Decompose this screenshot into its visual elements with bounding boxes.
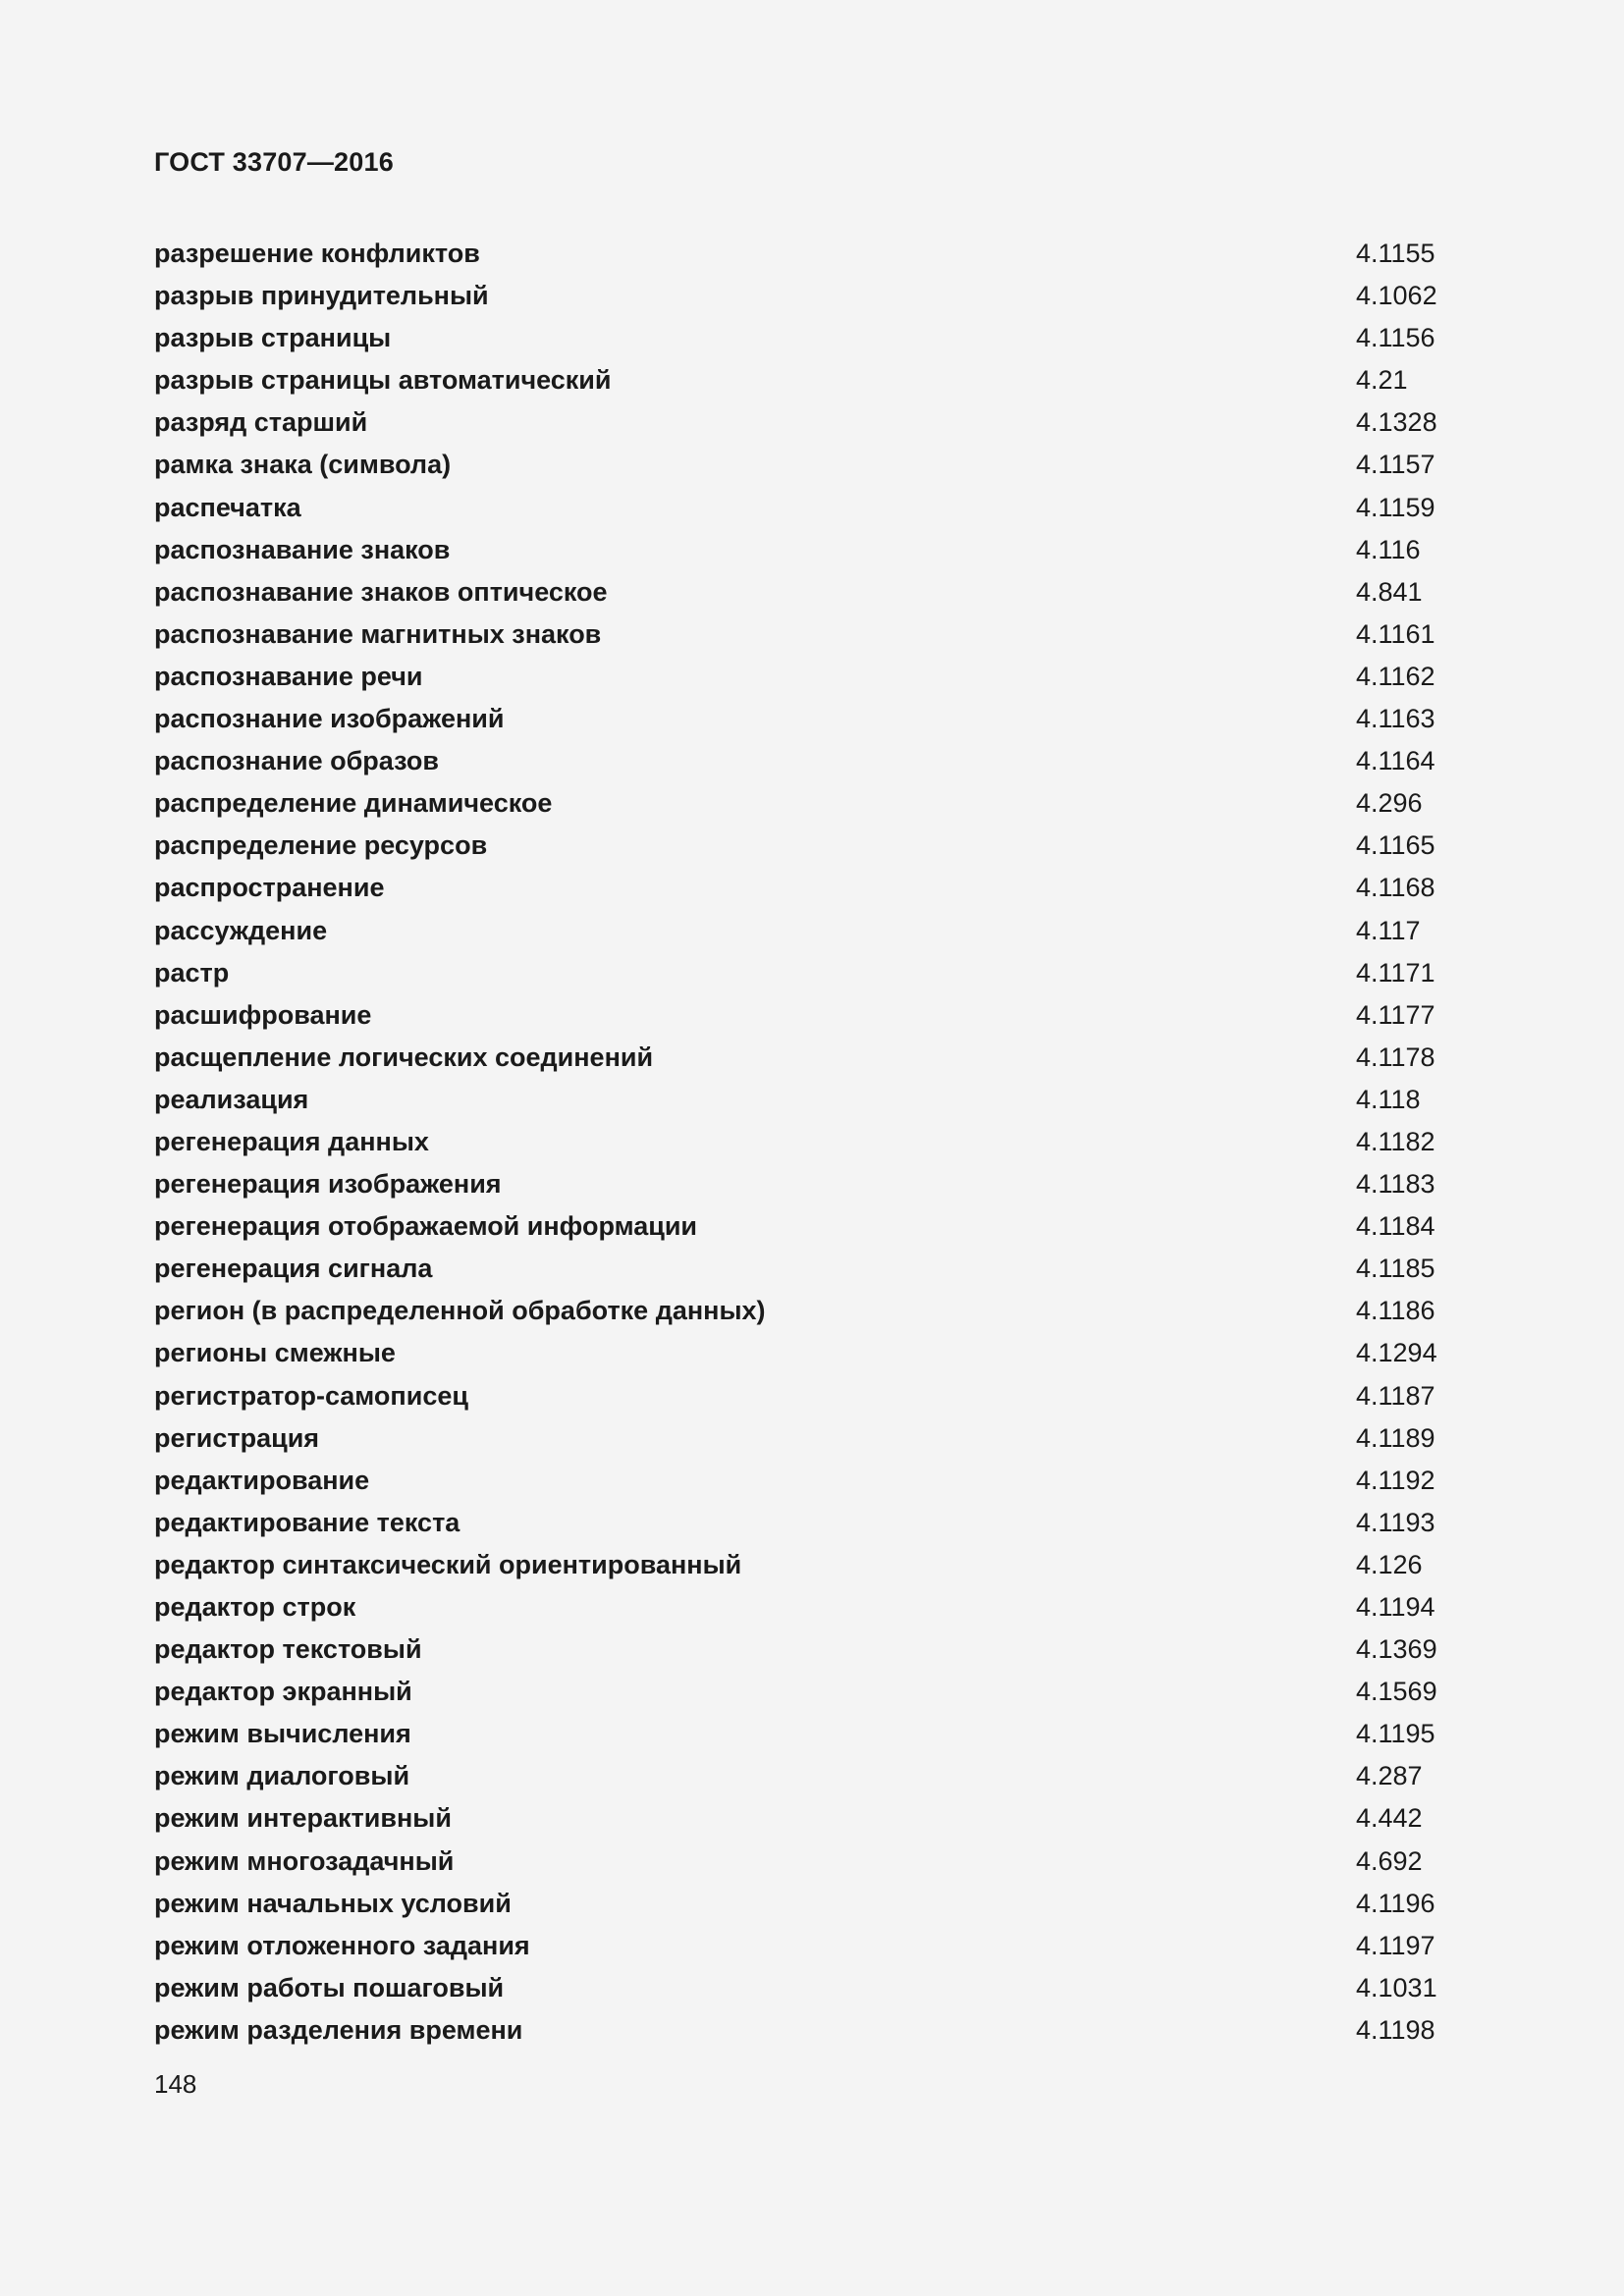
index-term: распознавание знаков оптическое — [154, 576, 608, 607]
index-entry — [154, 444, 1460, 486]
index-term: режим отложенного задания — [154, 1930, 530, 1960]
index-reference: 4.1178 — [1356, 1041, 1435, 1072]
index-entry — [154, 1629, 1460, 1671]
index-term: разрыв страницы — [154, 323, 392, 353]
index-term: распознавание знаков — [154, 534, 451, 564]
index-entry — [154, 275, 1460, 317]
index-entry — [154, 1290, 1460, 1332]
index-reference: 4.1157 — [1356, 450, 1435, 480]
index-entry — [154, 1079, 1460, 1121]
index-entry — [154, 1205, 1460, 1248]
index-entry — [154, 782, 1460, 825]
index-reference: 4.1163 — [1356, 704, 1435, 734]
index-entry — [154, 487, 1460, 529]
index-term: разрешение конфликтов — [154, 239, 480, 268]
index-term: разрыв принудительный — [154, 281, 489, 311]
index-term: регенерация сигнала — [154, 1254, 433, 1284]
index-term: распознавание речи — [154, 661, 423, 691]
index-term: режим начальных условий — [154, 1888, 512, 1918]
index-reference: 4.1192 — [1356, 1465, 1435, 1495]
index-reference: 4.1369 — [1356, 1634, 1437, 1665]
index-entry — [154, 910, 1460, 952]
index-reference: 4.1187 — [1356, 1380, 1435, 1411]
index-term: разряд старший — [154, 407, 368, 438]
index-reference: 4.1162 — [1356, 661, 1435, 691]
index-term: распространение — [154, 873, 385, 903]
index-reference: 4.287 — [1356, 1761, 1423, 1791]
index-reference: 4.1164 — [1356, 746, 1435, 776]
index-term: редактор синтаксический ориентированный — [154, 1549, 742, 1579]
index-term: регенерация отображаемой информации — [154, 1211, 698, 1242]
index-reference: 4.1196 — [1356, 1888, 1435, 1918]
index-reference: 4.1171 — [1356, 957, 1435, 988]
page-number: 148 — [154, 2069, 197, 2099]
index-reference: 4.692 — [1356, 1845, 1423, 1876]
index-entry — [154, 571, 1460, 614]
index-entry — [154, 952, 1460, 994]
index-entry — [154, 1163, 1460, 1205]
index-reference: 4.118 — [1356, 1084, 1421, 1114]
index-entry — [154, 1671, 1460, 1713]
index-reference: 4.1195 — [1356, 1719, 1435, 1749]
index-reference: 4.1155 — [1356, 239, 1435, 268]
index-reference: 4.1197 — [1356, 1930, 1435, 1960]
index-reference: 4.1165 — [1356, 830, 1435, 861]
index-reference: 4.1161 — [1356, 618, 1435, 649]
index-term: растр — [154, 957, 230, 988]
index-reference: 4.1189 — [1356, 1422, 1435, 1453]
index-entry — [154, 698, 1460, 740]
index-reference: 4.1184 — [1356, 1211, 1435, 1242]
index-entry — [154, 1248, 1460, 1290]
index-entry — [154, 359, 1460, 401]
index-term: разрыв страницы автоматический — [154, 365, 612, 396]
index-reference: 4.442 — [1356, 1803, 1423, 1834]
index-reference: 4.1194 — [1356, 1592, 1435, 1622]
index-term: реализация — [154, 1084, 309, 1114]
index-term: регионы смежные — [154, 1338, 396, 1368]
index-entry — [154, 1544, 1460, 1586]
index-entry — [154, 1755, 1460, 1797]
index-reference: 4.117 — [1356, 915, 1421, 945]
index-reference: 4.1193 — [1356, 1507, 1435, 1537]
index-entry — [154, 656, 1460, 698]
index-reference: 4.841 — [1356, 576, 1423, 607]
index-term: распечатка — [154, 492, 301, 522]
index-reference: 4.1177 — [1356, 999, 1435, 1030]
document-header: ГОСТ 33707—2016 — [154, 147, 394, 177]
index-list — [154, 233, 1460, 2052]
index-term: редактирование текста — [154, 1507, 460, 1537]
index-entry — [154, 867, 1460, 909]
index-reference: 4.1294 — [1356, 1338, 1437, 1368]
index-entry — [154, 401, 1460, 444]
index-entry — [154, 1713, 1460, 1755]
index-reference: 4.1062 — [1356, 281, 1437, 311]
index-term: регенерация данных — [154, 1126, 429, 1156]
index-term: распознание изображений — [154, 704, 505, 734]
index-entry — [154, 317, 1460, 359]
index-reference: 4.21 — [1356, 365, 1408, 396]
index-term: распознавание магнитных знаков — [154, 618, 602, 649]
index-entry — [154, 614, 1460, 656]
index-entry — [154, 1841, 1460, 1883]
index-term: расщепление логических соединений — [154, 1041, 654, 1072]
index-term: регенерация изображения — [154, 1169, 502, 1200]
index-reference: 4.1168 — [1356, 873, 1435, 903]
index-reference: 4.1183 — [1356, 1169, 1435, 1200]
index-reference: 4.116 — [1356, 534, 1421, 564]
index-entry — [154, 1460, 1460, 1502]
index-reference: 4.1569 — [1356, 1677, 1437, 1707]
index-entry — [154, 1037, 1460, 1079]
index-term: режим вычисления — [154, 1719, 411, 1749]
index-entry — [154, 825, 1460, 867]
index-reference: 4.1182 — [1356, 1126, 1435, 1156]
index-term: редактор экранный — [154, 1677, 412, 1707]
index-entry — [154, 529, 1460, 571]
index-term: рамка знака (символа) — [154, 450, 452, 480]
index-term: распознание образов — [154, 746, 439, 776]
index-reference: 4.1186 — [1356, 1296, 1435, 1326]
index-entry — [154, 233, 1460, 275]
index-term: регистратор-самописец — [154, 1380, 468, 1411]
index-term: режим работы пошаговый — [154, 1972, 505, 2002]
index-reference: 4.296 — [1356, 788, 1423, 819]
index-reference: 4.126 — [1356, 1549, 1423, 1579]
index-term: редактирование — [154, 1465, 370, 1495]
index-term: распределение ресурсов — [154, 830, 488, 861]
index-term: рассуждение — [154, 915, 328, 945]
index-term: редактор строк — [154, 1592, 356, 1622]
index-term: регион (в распределенной обработке данных) — [154, 1296, 766, 1326]
index-entry — [154, 1925, 1460, 1967]
index-entry — [154, 1586, 1460, 1629]
index-term: режим многозадачный — [154, 1845, 455, 1876]
index-term: распределение динамическое — [154, 788, 553, 819]
index-entry — [154, 2009, 1460, 2052]
index-entry — [154, 1375, 1460, 1417]
index-entry — [154, 740, 1460, 782]
index-reference: 4.1185 — [1356, 1254, 1435, 1284]
index-term: режим диалоговый — [154, 1761, 410, 1791]
index-entry — [154, 1502, 1460, 1544]
index-entry — [154, 1417, 1460, 1460]
index-term: режим разделения времени — [154, 2014, 523, 2045]
index-entry — [154, 1797, 1460, 1840]
index-term: регистрация — [154, 1422, 320, 1453]
index-entry — [154, 1883, 1460, 1925]
index-entry — [154, 1967, 1460, 2009]
index-reference: 4.1156 — [1356, 323, 1435, 353]
index-reference: 4.1328 — [1356, 407, 1437, 438]
index-term: режим интерактивный — [154, 1803, 452, 1834]
index-term: расшифрование — [154, 999, 372, 1030]
index-entry — [154, 1332, 1460, 1374]
index-term: редактор текстовый — [154, 1634, 422, 1665]
index-reference: 4.1159 — [1356, 492, 1435, 522]
index-reference: 4.1198 — [1356, 2014, 1435, 2045]
index-entry — [154, 994, 1460, 1037]
index-reference: 4.1031 — [1356, 1972, 1437, 2002]
index-entry — [154, 1121, 1460, 1163]
